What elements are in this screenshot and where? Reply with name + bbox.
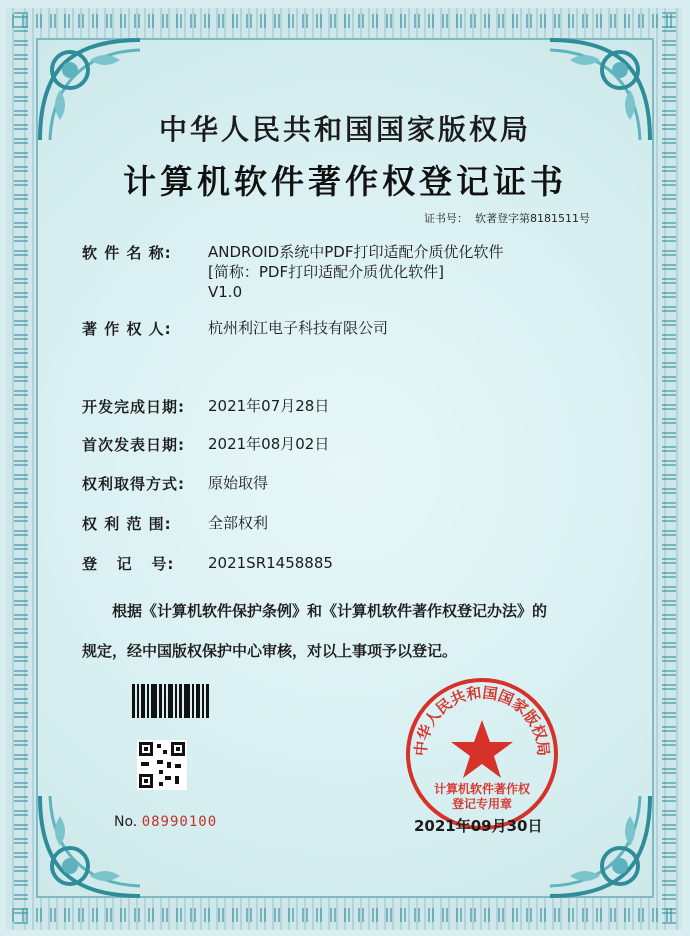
field-label: 软 件 名 称: <box>82 244 172 262</box>
serial-label: No. <box>114 814 138 830</box>
seal-inner-line-2: 登记专用章 <box>451 797 513 811</box>
seal-star-icon <box>451 720 513 778</box>
field-registration-number <box>82 553 333 574</box>
barcode-image <box>132 684 212 718</box>
qr-code-image <box>137 740 187 790</box>
serial-number <box>114 814 217 830</box>
field-value-line: 原始取得 <box>208 474 269 492</box>
seal-outer-text: 中华人民共和国国家版权局 <box>411 683 553 757</box>
field-rights-scope <box>82 513 268 534</box>
border-pattern-bottom <box>12 908 678 922</box>
field-copyright-owner <box>82 318 388 339</box>
statement-line-1: 根据《计算机软件保护条例》和《计算机软件著作权登记办法》的 <box>112 602 548 620</box>
field-value <box>208 434 329 455</box>
field-value-line: 2021年07月28日 <box>208 397 330 415</box>
field-value-line: ANDROID系统中PDF打印适配介质优化软件 <box>208 243 504 261</box>
field-label: 权 利 范 围: <box>82 515 172 533</box>
field-label: 权利取得方式: <box>82 475 185 493</box>
field-value-line: 2021年08月02日 <box>208 435 330 453</box>
official-seal <box>404 676 560 832</box>
field-value <box>208 242 503 302</box>
serial-value: 08990100 <box>141 814 218 830</box>
issue-date: 2021年09月30日 <box>414 817 543 835</box>
field-publication-date <box>82 434 329 455</box>
field-completion-date <box>82 396 329 417</box>
issuer-title: 中华人民共和国国家版权局 <box>158 113 531 146</box>
field-value <box>208 473 268 494</box>
field-label: 首次发表日期: <box>82 436 185 454</box>
field-value-line: 全部权利 <box>208 514 269 532</box>
field-value <box>208 318 388 339</box>
corner-ornament-bottom-left <box>30 786 150 906</box>
seal-inner-line-1: 计算机软件著作权 <box>433 782 531 796</box>
field-value-line: 2021SR1458885 <box>208 554 333 572</box>
field-value <box>208 396 329 417</box>
field-value-line: 杭州利江电子科技有限公司 <box>208 319 389 337</box>
border-pattern-top <box>12 14 678 28</box>
certificate-number-value: 软著登字第8181511号 <box>475 212 590 225</box>
statement-line-2: 规定，经中国版权保护中心审核，对以上事项予以登记。 <box>82 642 458 660</box>
border-pattern-right <box>662 12 676 924</box>
border-pattern-left <box>14 12 28 924</box>
certificate-number <box>424 210 590 226</box>
field-label: 登 记 号: <box>82 555 175 573</box>
field-label: 开发完成日期: <box>82 398 185 416</box>
field-value <box>208 513 268 534</box>
field-value <box>208 553 333 574</box>
certificate-title: 计算机软件著作权登记证书 <box>123 162 567 201</box>
field-software-name <box>82 242 503 302</box>
field-value-line: V1.0 <box>208 283 243 301</box>
field-value-line: [简称：PDF打印适配介质优化软件] <box>208 263 444 281</box>
field-label: 著 作 权 人: <box>82 320 172 338</box>
field-acquisition-method <box>82 473 268 494</box>
certificate-number-label: 证书号： <box>424 212 468 225</box>
